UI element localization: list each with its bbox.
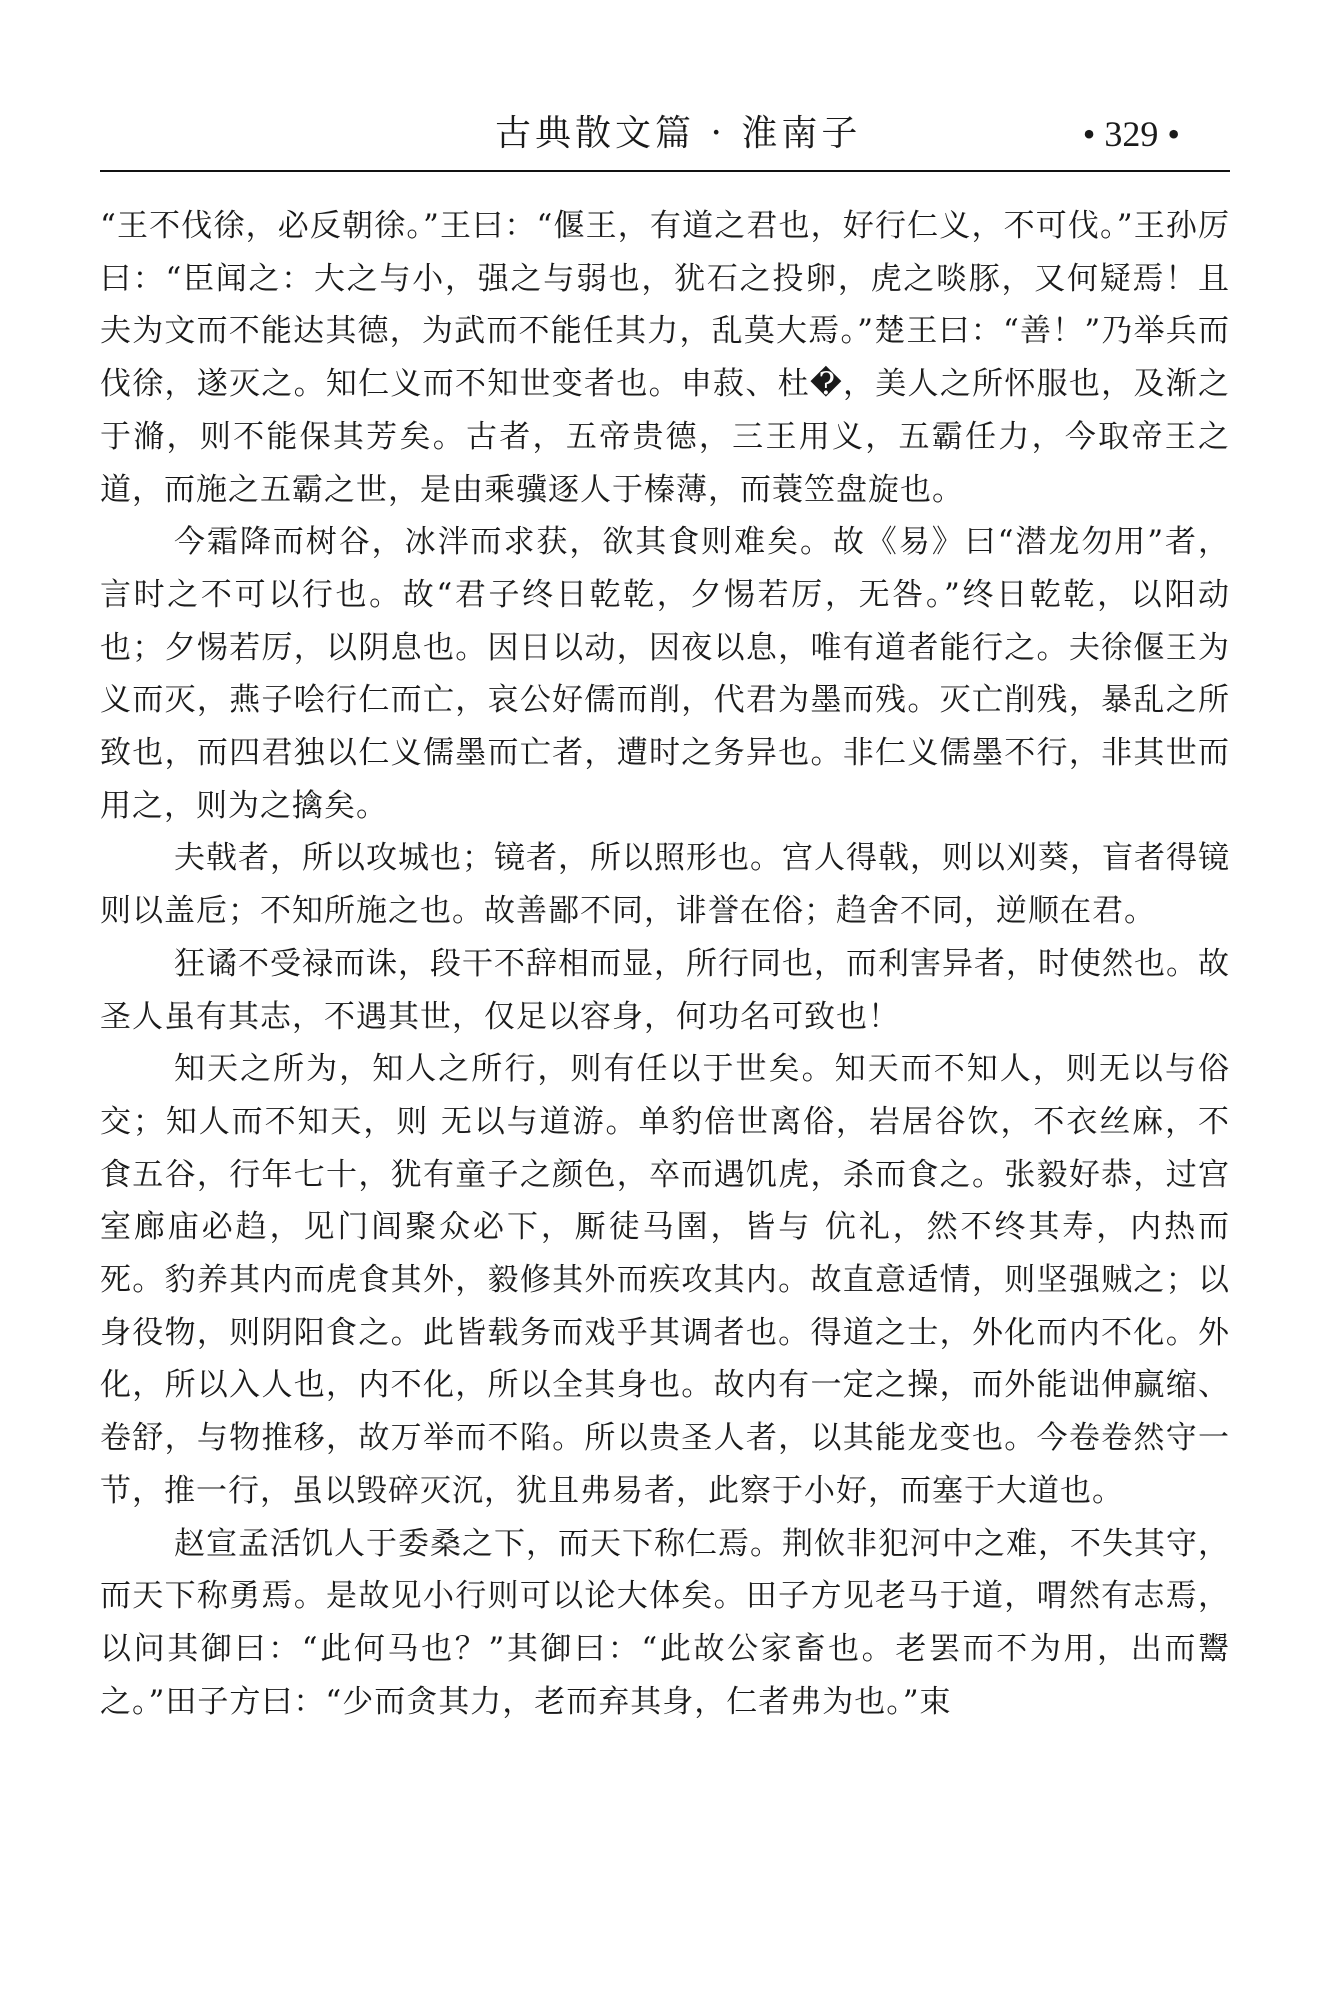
page-number: • 329 •: [1082, 114, 1180, 154]
paragraph: 今霜降而树谷，冰泮而求获，欲其食则难矣。故《易》曰“潜龙勿用”者，言时之不可以行也。故“君子终日乾乾，夕惕若厉，无咎。”终日乾乾，以阳动也；夕惕若厉，以阴息也。因日以动，因夜以息，唯有道者能行之。夫徐偃王为义而灭，燕子哙行仁而亡，哀公好儒而削，代君为墨而残。灭亡削残，暴乱之所致也，而四君独以仁义儒墨而亡者，遭时之务异也。非仁义儒墨不行，非其世而用之，则为之擒矣。: [100, 524, 1230, 824]
header-divider: [100, 170, 1230, 172]
paragraph: 赵宣孟活饥人于委桑之下，而天下称仁焉。荆佽非犯河中之难，不失其守，而天下称勇焉。是故见小行则可以论大体矣。田子方见老马于道，喟然有志焉，以问其御曰：“此何马也？”其御曰：“此故公家畜也。老罢而不为用，出而鬻之。”田子方曰：“少而贪其力，老而弃其身，仁者弗为也。”束: [100, 1525, 1230, 1720]
paragraph: “王不伐徐，必反朝徐。”王曰：“偃王，有道之君也，好行仁义，不可伐。”王孙厉曰：“臣闻之：大之与小，强之与弱也，犹石之投卵，虎之啖豚，又何疑焉！且夫为文而不能达其德，为武而不能任其力，乱莫大焉。”楚王曰：“善！”乃举兵而伐徐，遂灭之。知仁义而不知世变者也。申菽、杜�，美人之所怀服也，及渐之于滫，则不能保其芳矣。古者，五帝贵德，三王用义，五霸任力，今取帝王之道，而施之五霸之世，是由乘骥逐人于榛薄，而蓑笠盘旋也。: [100, 208, 1230, 508]
paragraph: 夫戟者，所以攻城也；镜者，所以照形也。宫人得戟，则以刈葵，盲者得镜则以盖卮；不知所施之也。故善鄙不同，诽誉在俗；趋舍不同，逆顺在君。: [100, 840, 1230, 930]
paragraph: 狂谲不受禄而诛，段干不辞相而显，所行同也，而利害异者，时使然也。故圣人虽有其志，不遇其世，仅足以容身，何功名可致也！: [100, 945, 1230, 1035]
paragraph: 知天之所为，知人之所行，则有任以于世矣。知天而不知人，则无以与俗交；知人而不知天，则 无以与道游。单豹倍世离俗，岩居谷饮，不衣丝麻，不食五谷，行年七十，犹有童子之颜色，卒而遇饥虎，杀而食之。张毅好恭，过宫室廊庙必趋，见门闾聚众必下，厮徒马圉，皆与 伉礼，然不终其寿，内热而死。豹养其内而虎食其外，毅修其外而疾攻其内。故直意适情，则坚强贼之；以身役物，则阴阳食之。此皆载务而戏乎其调者也。得道之士，外化而内不化。外化，所以入人也，内不化，所以全其身也。故内有一定之操，而外能诎伸赢缩、卷舒，与物推移，故万举而不陷。所以贵圣人者，以其能龙变也。今卷卷然守一节，推一行，虽以毁碎灭沉，犹且弗易者，此察于小好，而塞于大道也。: [100, 1051, 1230, 1509]
running-title: 古典散文篇 · 淮南子: [495, 113, 862, 154]
running-header: [100, 108, 1230, 168]
body-text: [100, 200, 1230, 1728]
